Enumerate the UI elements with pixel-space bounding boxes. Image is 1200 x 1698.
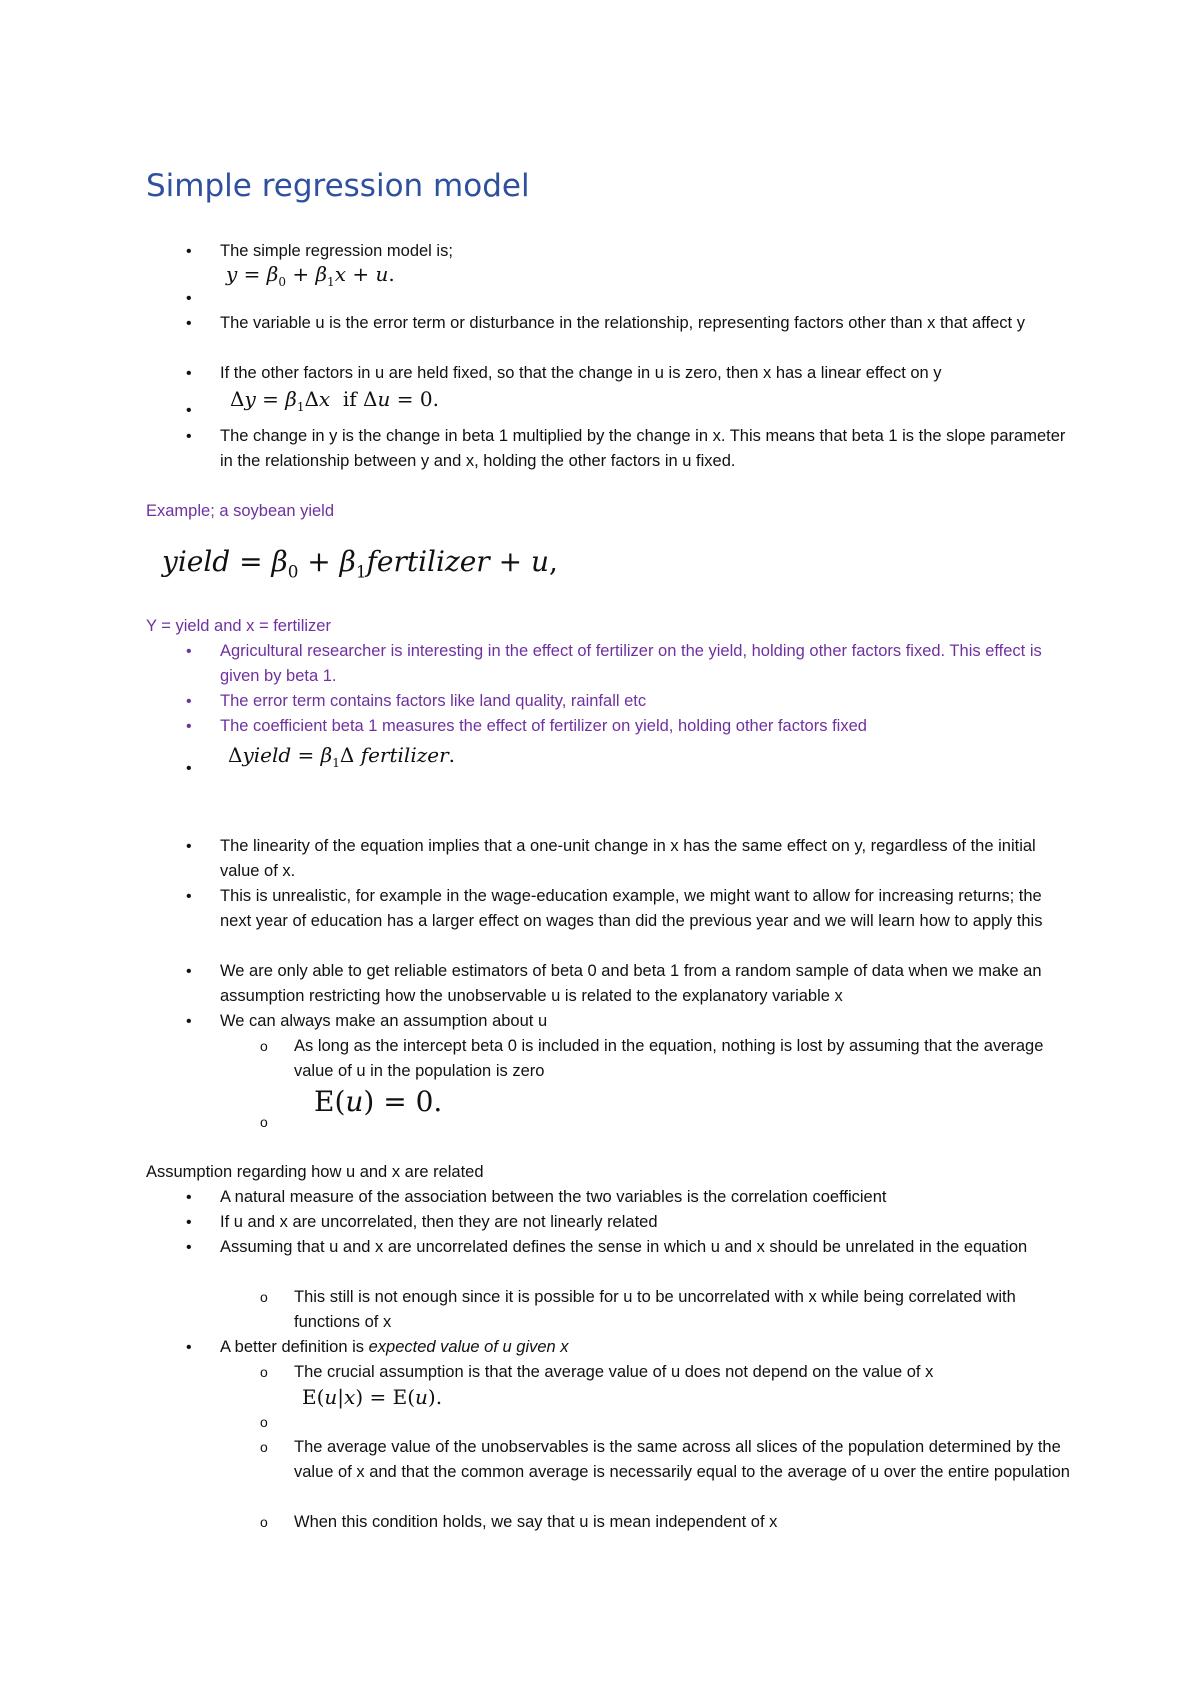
sub-bullet-glyph: o	[260, 1514, 268, 1530]
bullet-glyph: •	[186, 315, 192, 332]
list-item: If the other factors in u are held fixed, so that the change in u is zero, then x has a linear effect on y	[220, 364, 942, 382]
assumption-heading: Assumption regarding how u and x are related	[146, 1163, 484, 1181]
equation-regression: $y = \beta_0 + \beta_1x + u$.	[226, 262, 395, 289]
equation-delta: $\Delta y = \beta_1\Delta x$ if Δu = 0.	[230, 387, 439, 414]
bullet-glyph: •	[186, 1013, 192, 1030]
list-item: We can always make an assumption about u	[220, 1012, 548, 1030]
sub-list-item: The crucial assumption is that the average value of u does not depend on the value of x	[294, 1363, 934, 1381]
page-title: Simple regression model	[146, 168, 530, 204]
bullet-glyph: •	[186, 643, 192, 660]
bullet-glyph: •	[186, 963, 192, 980]
sub-bullet-glyph: o	[260, 1439, 268, 1455]
sub-bullet-glyph: o	[260, 1414, 268, 1430]
sub-list-item: When this condition holds, we say that u is mean independent of x	[294, 1513, 778, 1531]
bullet-glyph: •	[186, 838, 192, 855]
list-item: The variable u is the error term or disturbance in the relationship, representing factors other than x that affect y	[220, 314, 1025, 332]
bullet-glyph: •	[186, 1239, 192, 1256]
bullet-glyph: •	[186, 718, 192, 735]
list-item: We are only able to get reliable estimators of beta 0 and beta 1 from a random sample of data when we make an assumption restricting how the unobservable u is related to the explanatory variable x	[220, 962, 1042, 1005]
equation-delta-yield: Δyield = $\beta_1\Delta$ fertilizer.	[228, 743, 456, 770]
sub-list-item: As long as the intercept beta 0 is included in the equation, nothing is lost by assuming that the average value of u in the population is zero	[294, 1037, 1044, 1080]
list-item: Agricultural researcher is interesting in the effect of fertilizer on the yield, holding other factors fixed. This effect is given by beta 1.	[220, 642, 1042, 685]
sub-bullet-glyph: o	[260, 1038, 268, 1054]
list-item: The error term contains factors like land quality, rainfall etc	[220, 692, 647, 710]
equation-mean-independence: E(u|x) = E(u).	[302, 1385, 443, 1409]
bullet-glyph: •	[186, 693, 192, 710]
sub-bullet-glyph: o	[260, 1289, 268, 1305]
bullet-glyph: •	[186, 1339, 192, 1356]
list-item: Assuming that u and x are uncorrelated defines the sense in which u and x should be unrelated in the equation	[220, 1238, 1028, 1256]
list-item: The linearity of the equation implies that a one-unit change in x has the same effect on y, regardless of the initial value of x.	[220, 837, 1036, 880]
list-item: A better definition is expected value of u given x	[220, 1338, 569, 1356]
bullet-glyph: •	[186, 1189, 192, 1206]
example-heading: Example; a soybean yield	[146, 502, 335, 520]
list-item: The coefficient beta 1 measures the effect of fertilizer on yield, holding other factors fixed	[220, 717, 867, 735]
bullet-glyph: •	[186, 428, 192, 445]
sub-list-item: The average value of the unobservables is the same across all slices of the population determined by the value of x and that the common average is necessarily equal to the average of u over the entire population	[294, 1438, 1070, 1481]
bullet-glyph: •	[186, 888, 192, 905]
list-item: The change in y is the change in beta 1 multiplied by the change in x. This means that beta 1 is the slope parameter in the relationship between y and x, holding the other factors in u fixed.	[220, 427, 1066, 470]
sub-bullet-glyph: o	[260, 1114, 268, 1130]
example-intro: Y = yield and x = fertilizer	[146, 617, 331, 635]
equation-yield: yield = $\beta_0$ + $\beta_1fertilizer + u$,	[162, 545, 558, 582]
bullet-glyph: •	[186, 290, 192, 307]
list-item: If u and x are uncorrelated, then they are not linearly related	[220, 1213, 658, 1231]
bullet-glyph: •	[186, 760, 192, 777]
bullet-glyph: •	[186, 243, 192, 260]
bullet-glyph: •	[186, 365, 192, 382]
sub-bullet-glyph: o	[260, 1364, 268, 1380]
list-item: A natural measure of the association between the two variables is the correlation coefficient	[220, 1188, 887, 1206]
bullet-glyph: •	[186, 402, 192, 419]
equation-expectation: E(u) = 0.	[314, 1085, 443, 1118]
sub-list-item: This still is not enough since it is possible for u to be uncorrelated with x while being correlated with functions of x	[294, 1288, 1016, 1331]
list-item: This is unrealistic, for example in the wage-education example, we might want to allow for increasing returns; the next year of education has a larger effect on wages than did the previous year and we will learn how to apply this	[220, 887, 1043, 930]
bullet-glyph: •	[186, 1214, 192, 1231]
list-item: The simple regression model is;	[220, 242, 453, 260]
